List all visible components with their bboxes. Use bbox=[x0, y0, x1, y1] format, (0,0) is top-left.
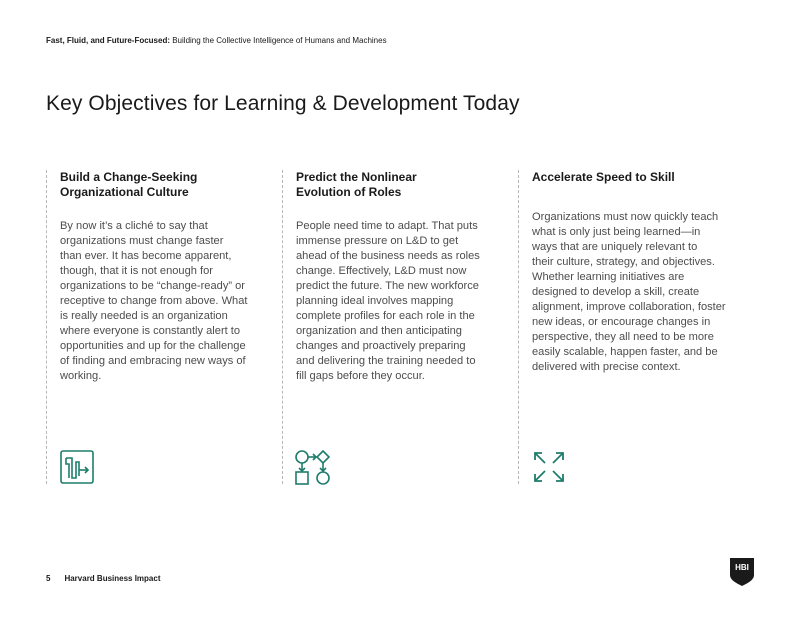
running-header-bold: Fast, Fluid, and Future-Focused: bbox=[46, 36, 170, 45]
transformation-icon bbox=[60, 450, 94, 484]
body-line: designed to develop a skill, create bbox=[532, 286, 700, 298]
objective-column-roles bbox=[282, 170, 488, 484]
column-heading bbox=[532, 170, 742, 185]
column-body bbox=[296, 219, 496, 384]
shapes-flow-icon bbox=[294, 450, 332, 484]
heading-line: Accelerate Speed to Skill bbox=[532, 170, 675, 184]
body-line: is really needed is an organization bbox=[60, 310, 228, 322]
body-line: opportunities and up for the challenge bbox=[60, 340, 246, 352]
footer-brand: Harvard Business Impact bbox=[64, 574, 161, 583]
column-body bbox=[532, 210, 747, 375]
body-line: People need time to adapt. That puts bbox=[296, 220, 478, 232]
body-line: change. Effectively, L&D must now bbox=[296, 265, 467, 277]
column-heading bbox=[296, 170, 488, 200]
heading-line: Build a Change-Seeking bbox=[60, 170, 198, 184]
svg-text:HBI: HBI bbox=[735, 563, 749, 572]
body-line: easily scalable, happen faster, and be bbox=[532, 346, 718, 358]
body-line: Whether learning initiatives are bbox=[532, 271, 685, 283]
body-line: changes and proactively preparing bbox=[296, 340, 466, 352]
body-line: Organizations must now quickly teach bbox=[532, 211, 719, 223]
body-line: fill gaps before they occur. bbox=[296, 370, 425, 382]
body-line: organizations to be “change-ready” or bbox=[60, 280, 246, 292]
body-line: perspective, they all need to be more bbox=[532, 331, 714, 343]
body-line: organizations must change faster bbox=[60, 235, 224, 247]
objective-column-speed bbox=[518, 170, 742, 484]
body-line: receptive to change from above. What bbox=[60, 295, 248, 307]
body-line: delivered with precise context. bbox=[532, 361, 681, 373]
column-heading bbox=[60, 170, 252, 200]
body-line: ways that are uniquely relevant to bbox=[532, 241, 698, 253]
body-line: ahead of the business needs as roles bbox=[296, 250, 480, 262]
heading-line: Evolution of Roles bbox=[296, 185, 402, 199]
column-body bbox=[60, 219, 260, 384]
body-line: and delivering the training needed to bbox=[296, 355, 476, 367]
heading-line: Organizational Culture bbox=[60, 185, 189, 199]
body-line: By now it’s a cliché to say that bbox=[60, 220, 208, 232]
running-header bbox=[46, 36, 387, 45]
page-title: Key Objectives for Learning & Development Today bbox=[46, 92, 520, 115]
body-line: predict the future. The new workforce bbox=[296, 280, 479, 292]
body-line: immense pressure on L&D to get bbox=[296, 235, 459, 247]
body-line: organization and then anticipating bbox=[296, 325, 462, 337]
objective-column-culture bbox=[46, 170, 252, 484]
page-footer bbox=[46, 574, 161, 583]
page-number: 5 bbox=[46, 574, 51, 583]
heading-line: Predict the Nonlinear bbox=[296, 170, 417, 184]
body-line: new ideas, or encourage changes in bbox=[532, 316, 711, 328]
body-line: where everyone is constantly alert to bbox=[60, 325, 241, 337]
body-line: working. bbox=[60, 370, 102, 382]
hbi-logo bbox=[730, 558, 754, 586]
body-line: of finding and embracing new ways of bbox=[60, 355, 246, 367]
expand-arrows-icon bbox=[532, 450, 566, 484]
body-line: what is only just being learned—in bbox=[532, 226, 701, 238]
body-line: than ever. It has become apparent, bbox=[60, 250, 232, 262]
body-line: though, that it is not enough for bbox=[60, 265, 213, 277]
body-line: alignment, improve collaboration, foster bbox=[532, 301, 726, 313]
body-line: complete profiles for each role in the bbox=[296, 310, 475, 322]
running-header-rest: Building the Collective Intelligence of Humans and Machines bbox=[170, 36, 387, 45]
body-line: planning ideal involves mapping bbox=[296, 295, 454, 307]
body-line: their culture, strategy, and objectives. bbox=[532, 256, 715, 268]
